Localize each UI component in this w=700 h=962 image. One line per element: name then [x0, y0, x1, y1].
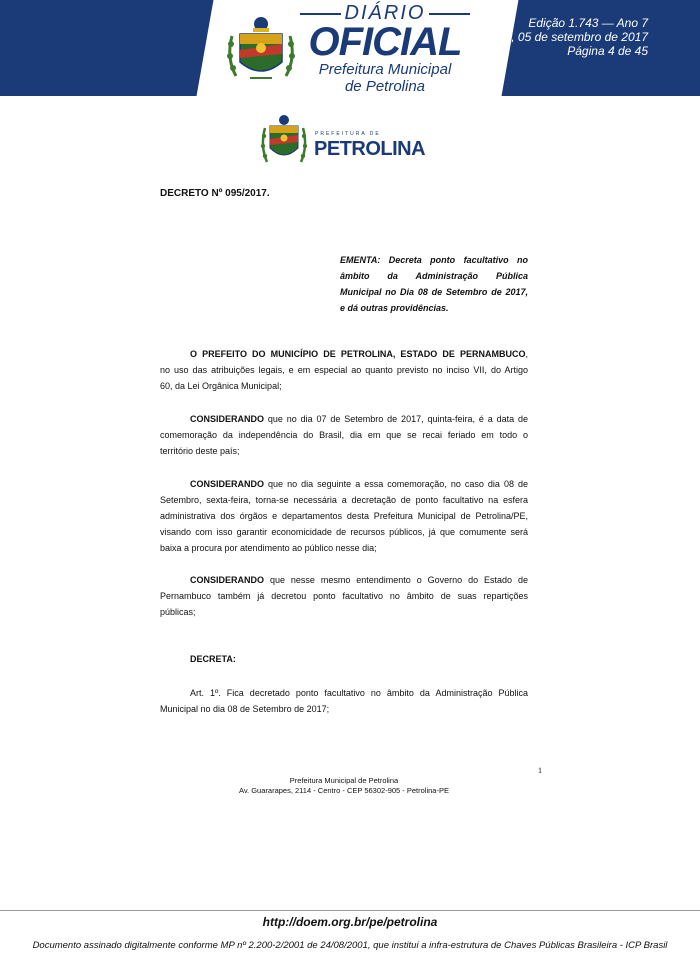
considerando-label: CONSIDERANDO	[190, 575, 265, 585]
bottom-divider	[0, 910, 700, 911]
footer-address: Av. Guararapes, 2114 - Centro - CEP 56302-905 - Petrolina-PE	[239, 786, 449, 795]
masthead	[0, 0, 700, 96]
edition-info	[485, 16, 648, 58]
preamble-text: ,	[525, 349, 528, 359]
coat-of-arms-icon	[258, 114, 310, 174]
masthead-title	[300, 2, 470, 95]
decreta-heading: DECRETA:	[190, 654, 236, 664]
ementa-line: âmbito da Administração Pública	[340, 271, 528, 281]
ementa-line: EMENTA: Decreta ponto facultativo no	[340, 255, 528, 265]
paragraph-line: comemoração da independência do Brasil, dia em que se recai feriado em todo o	[160, 430, 528, 440]
coat-of-arms-icon	[222, 14, 300, 94]
paragraph-line: baixa a procura por atendimento ao público nesse dia;	[160, 543, 377, 553]
ementa-line: e dá outras providências.	[340, 303, 449, 313]
considerando-paragraph-1	[160, 411, 528, 459]
paragraph-line: administrativa dos órgãos e departamentos desta Prefeitura Municipal de Petrolina/PE,	[160, 511, 528, 521]
page-number: 1	[538, 766, 542, 775]
considerando-label: CONSIDERANDO	[190, 479, 265, 489]
footer-org: Prefeitura Municipal de Petrolina	[289, 776, 399, 785]
title-rule	[300, 13, 341, 15]
logo-petrolina-label: PETROLINA	[314, 138, 426, 160]
prefeitura-line-2: de Petrolina	[344, 78, 426, 95]
oficial-label: OFICIAL	[308, 20, 462, 64]
ementa-block	[340, 252, 528, 316]
paragraph-line: Setembro, sexta-feira, torna-se necessária a decretação de ponto facultativo na esfera	[160, 495, 528, 505]
prefeitura-line-1: Prefeitura Municipal	[318, 61, 452, 78]
petrolina-logo	[258, 114, 438, 176]
considerando-label: CONSIDERANDO	[190, 414, 265, 424]
paragraph-line: visando com isso garantir economicidade de recursos públicos, já que comumente será	[160, 527, 528, 537]
title-rule	[429, 13, 470, 15]
paragraph-line: Pernambuco também já decretou ponto facultativo no âmbito de suas repartições	[160, 591, 528, 601]
paragraph-line: públicas;	[160, 607, 196, 617]
paragraph-text: que nesse mesmo entendimento o Governo do Estado de	[264, 575, 528, 585]
preamble-paragraph	[160, 346, 528, 394]
paragraph-line: no uso das atribuições legais, e em especial ao quanto previsto no inciso VII, do Artigo	[160, 365, 528, 375]
ementa-line: Municipal no Dia 08 de Setembro de 2017,	[340, 287, 528, 297]
gazette-url-link[interactable]: http://doem.org.br/pe/petrolina	[262, 915, 438, 929]
article-1-paragraph	[160, 685, 528, 717]
considerando-paragraph-2	[160, 476, 528, 556]
document-footer	[160, 776, 528, 796]
paragraph-line: 60, da Lei Orgânica Municipal;	[160, 381, 282, 391]
page-indicator: Página 4 de 45	[567, 44, 648, 58]
diario-label: DIÁRIO	[344, 2, 426, 24]
edition-date: terça, 05 de setembro de 2017	[484, 30, 648, 44]
paragraph-text: que no dia 07 de Setembro de 2017, quinta-feira, é a data de	[264, 414, 528, 424]
preamble-bold: O PREFEITO DO MUNICÍPIO DE PETROLINA, ESTADO DE PERNAMBUCO	[190, 349, 526, 359]
paragraph-line: território deste país;	[160, 446, 240, 456]
logo-prefeitura-label: PREFEITURA DE	[315, 131, 381, 137]
paragraph-line: Municipal no dia 08 de Setembro de 2017;	[160, 704, 330, 714]
decree-title: DECRETO Nº 095/2017.	[160, 188, 270, 199]
paragraph-line: Art. 1º. Fica decretado ponto facultativo no âmbito da Administração Pública	[190, 688, 528, 698]
considerando-paragraph-3	[160, 572, 528, 620]
paragraph-text: que no dia seguinte a essa comemoração, no caso dia 08 de	[264, 479, 528, 489]
digital-signature-notice: Documento assinado digitalmente conforme MP nº 2.200-2/2001 de 24/08/2001, que institui a infra-estrutura de Chaves Públicas Brasileira - ICP Brasil	[32, 940, 668, 951]
edition-number: Edição 1.743 — Ano 7	[528, 16, 648, 30]
